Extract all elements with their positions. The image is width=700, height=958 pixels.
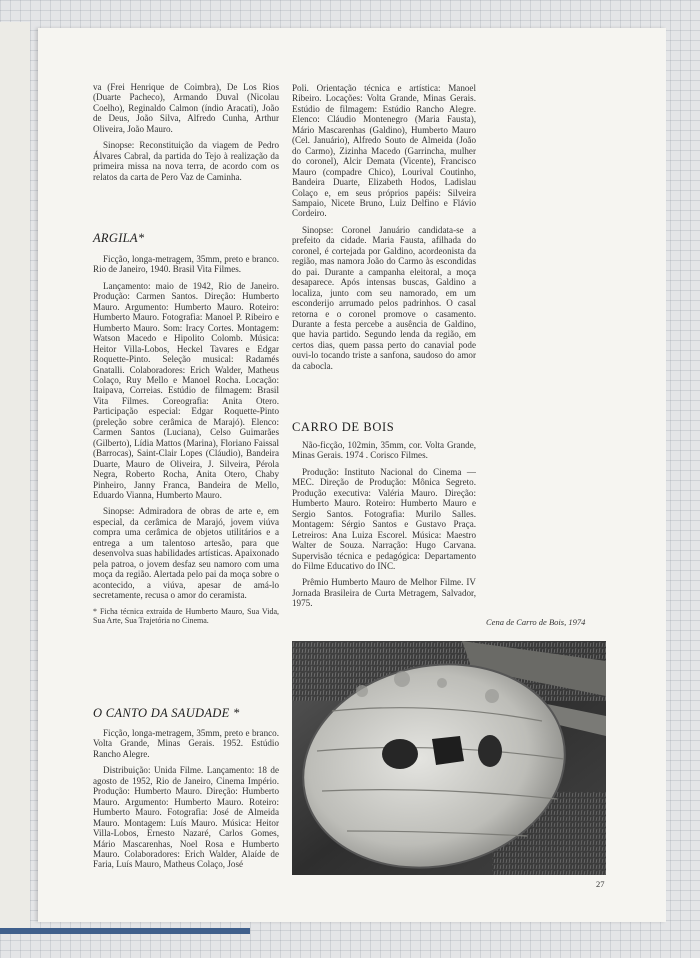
binding-edge	[0, 928, 250, 934]
document-page	[38, 28, 666, 922]
argila-sinopse: Sinopse: Admiradora de obras de arte e, em especial, da cerâmica de Marajó, jovem viúva compra uma cerâmica de objetos utilitários e a entrega a um talentoso artesão, para que desenvolva suas habilidades artísticas. Apaixonado pela patroa, o jovem desfaz seu namoro com uma moça da região. Alertada pelo pai da moça sobre o acontecido, a viúva, apesar de amá-lo secretamente, recusa o amor do ceramista.	[93, 506, 279, 601]
section-argila	[93, 231, 279, 246]
carro-credits: Produção: Instituto Nacional do Cinema — MEC. Direção de Produção: Mônica Segreto. Produção executiva: Valéria Mauro. Direção: Humberto Mauro. Roteiro: Humberto Mauro e Sergio Santos. Fotografia: Murilo Salles. Montagem: Sérgio Santos e Gustavo Praça. Letreiros: Ana Luiza Escorel. Música: Maestro Walter de Souza. Narração: Hugo Carvana. Supervisão técnica e pedagógica: Departamento do Filme Educativo do INC.	[292, 466, 476, 571]
canto-credits-continuation: Poli. Orientação técnica e artística: Manoel Ribeiro. Locações: Volta Grande, Minas Gerais. Estúdio de filmagem: Estúdio Rancho Alegre. Elenco: Cláudio Montenegro (Maria Fausta), Mário Mascarenhas (Galdino), Humberto Mauro (Cel. Januário), Alfredo Souto de Almeida (João do Carmo), Zizinha Macedo (Garrincha, mulher do coronel), Alcir Demata (Vicente), Francisco Mauro (compadre Chico), Lourival Coutinho, Bandeira Duarte, Elizabeth Hodos, Ladislau Colaço e, em seus próprios papéis: Silveira Sampaio, Nicete Bruno, Luiz Delfino e Flávio Cordeiro.	[292, 83, 476, 219]
canto-sinopse: Sinopse: Coronel Januário candidata-se a prefeito da cidade. Maria Fausta, afilhada do coronel, é cortejada por Galdino, acordeonista da região, mas namora João do Carmo às escondidas do pai. Durante a campanha eleitoral, a moça desaparece. Após intensas buscas, Galdino a localiza, junto com seu namorado, em um esconderijo arrumado pelos padrinhos. O casal retorna e o coronel promove o casamento. Durante a festa percebe a ausência de Galdino, que havia partido. Segundo lenda da região, em certos dias, quem passa perto do canavial pode ouvi-lo tocando triste a sanfona, saudoso do amor da cabocla.	[292, 224, 476, 371]
photo-caption: Cena de Carro de Bois, 1974	[486, 617, 586, 627]
left-column	[93, 82, 279, 232]
ox-cart-wheel-photo	[292, 641, 606, 875]
argila-text	[93, 254, 279, 694]
canto-credits: Distribuição: Unida Filme. Lançamento: 18 de agosto de 1952, Rio de Janeiro, Cinema Império. Produção: Humberto Mauro. Direção: Humberto Mauro. Argumento: Humberto Mauro. Roteiro: Humberto Mauro. Fotografia: José de Almeida Mauro. Montagem: Luís Mauro. Música: Heitor Villa-Lobos, Ernesto Nazaré, Carlos Gomes, Mário Mascarenhas, Noel Rosa e Humberto Mauro. Colaboradores: Erich Walder, Alaíde de Faria, Luís Mauro, Matheus Colaço, José	[93, 765, 279, 870]
page-number: 27	[596, 879, 605, 889]
right-column	[292, 83, 476, 413]
cast-continuation: va (Frei Henrique de Coimbra), De Los Rios (Duarte Pacheco), Armando Duval (Nicolau Coelho), Reginaldo Calmon (índio Aracati), João de Deus, João Silva, Alfredo Cunha, Arthur Oliveira, João Mauro.	[93, 82, 279, 134]
canto-specs: Ficção, longa-metragem, 35mm, preto e branco. Volta Grande, Minas Gerais. 1952. Estúdio Rancho Alegre.	[93, 728, 279, 759]
photo-carro-de-bois	[292, 641, 606, 875]
section-o-canto-da-saudade	[93, 706, 279, 721]
section-carro-de-bois	[292, 420, 476, 435]
section-title-canto: O CANTO DA SAUDADE *	[93, 706, 240, 720]
carro-text	[292, 440, 476, 625]
argila-footnote: * Ficha técnica extraída de Humberto Mauro, Sua Vida, Sua Arte, Sua Trajetória no Cinema.	[93, 606, 279, 625]
argila-specs: Ficção, longa-metragem, 35mm, preto e branco. Rio de Janeiro, 1940. Brasil Vita Filmes.	[93, 254, 279, 275]
section-title-carro: CARRO DE BOIS	[292, 420, 395, 434]
argila-credits: Lançamento: maio de 1942, Rio de Janeiro. Produção: Carmen Santos. Direção: Humberto Mauro. Argumento: Humberto Mauro. Roteiro: Humberto Mauro. Fotografia: Manoel P. Ribeiro e Humberto Mauro. Som: Iracy Cortes. Montagem: Watson Macedo e Hipolito Colomb. Música: Heitor Villa-Lobos, Heckel Tavares e Edgar Roquette-Pinto. Seleção musical: Radamés Gnatalli. Colaboradores: Erich Walder, Matheus Colaço, Ruy Mello e Manoel Rocha. Locação: Itaipava, Correias. Estúdio de filmagem: Brasil Vita Filmes. Coreografia: Anita Otero. Participação especial: Edgar Roquette-Pinto (preleção sobre cerâmica de Marajó). Elenco: Carmen Santos (Luciana), Celso Guimarães (Gilberto), Lídia Mattos (Marina), Floriano Faissal (Barrocas), Saint-Clair Lopes (Cláudio), Bandeira Duarte, Mauro de Oliveira, J. Silveira, Pérola Negra, Roberto Rocha, Anita Otero, Chaby Pinheiro, Janny Franca, Bandeira de Mello, Eduardo Vianna, Humberto Mauro.	[93, 280, 279, 500]
sinopse-paragraph: Sinopse: Reconstituição da viagem de Pedro Álvares Cabral, da partida do Tejo à realização da primeira missa na nova terra, de acordo com os relatos da carta de Pero Vaz de Caminha.	[93, 140, 279, 182]
carro-award: Prêmio Humberto Mauro de Melhor Filme. IV Jornada Brasileira de Curta Metragem, Salvador, 1975.	[292, 577, 476, 609]
carro-specs: Não-ficção, 102min, 35mm, cor. Volta Grande, Minas Gerais. 1974 . Corisco Filmes.	[292, 440, 476, 461]
previous-page-edge	[0, 22, 30, 930]
section-title-argila: ARGILA*	[93, 231, 145, 245]
canto-text	[93, 728, 279, 886]
